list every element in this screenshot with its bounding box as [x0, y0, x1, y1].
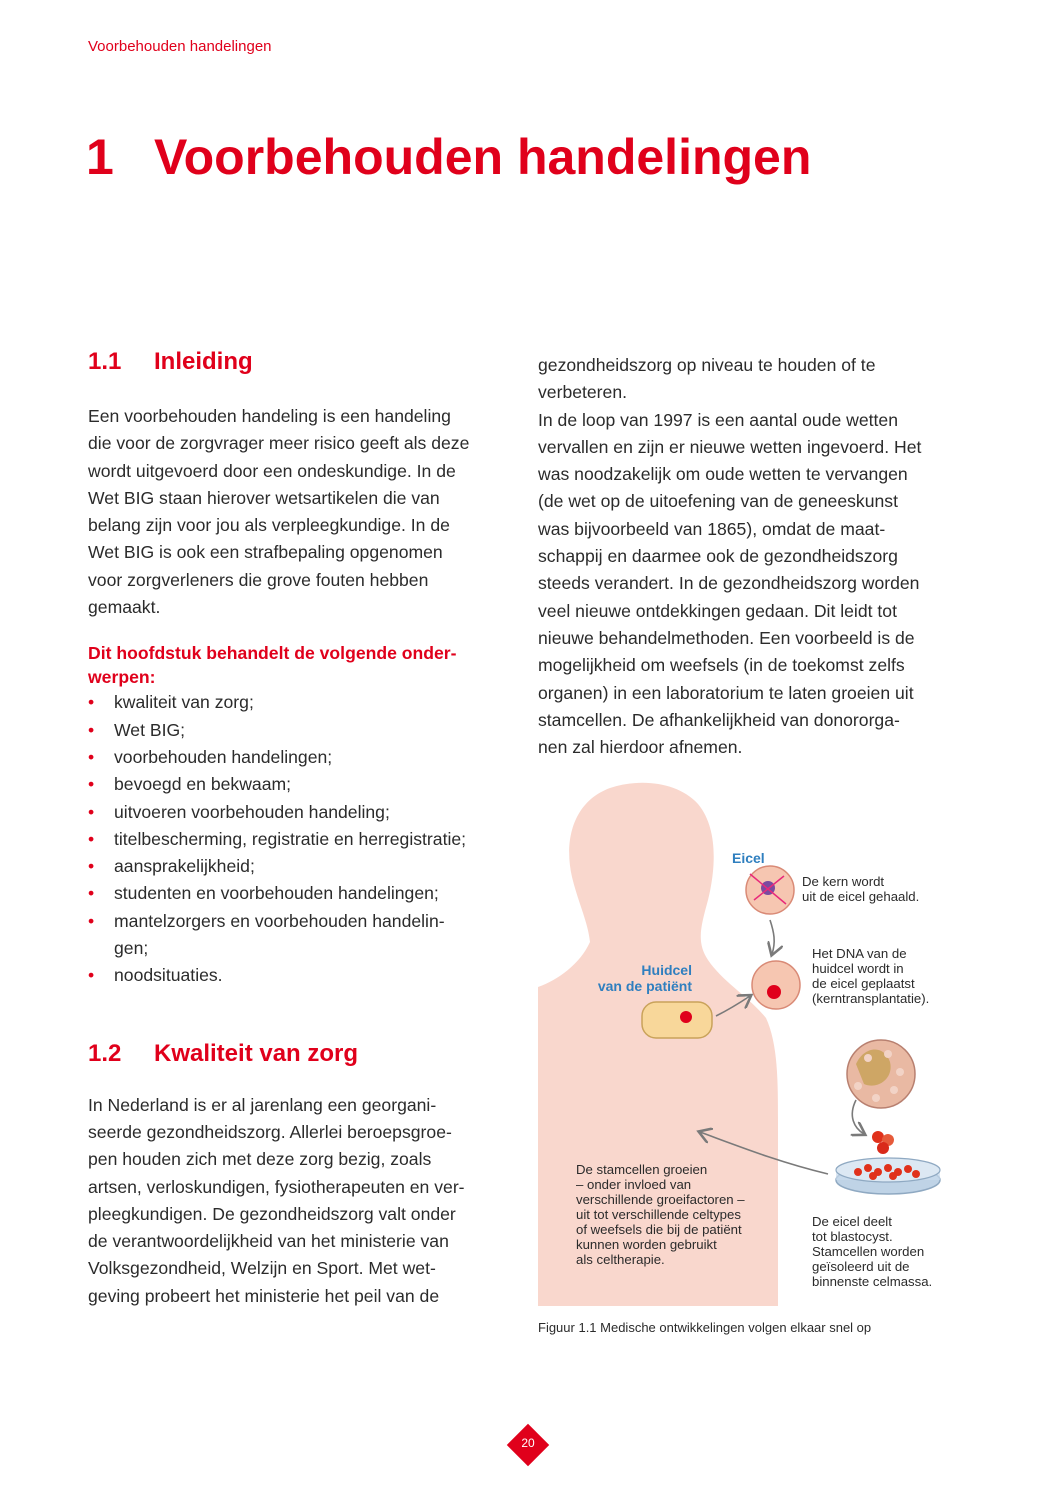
text-line: vervallen en zijn er nieuwe wetten ingevoerd. Het — [538, 436, 922, 457]
list-item: • uitvoeren voorbehouden handeling; — [88, 801, 390, 822]
text-line: was noodzakelijk om oude wetten te vervangen — [538, 464, 908, 485]
left-column — [88, 340, 520, 1310]
kwaliteit-paragraph — [88, 1092, 520, 1310]
section-heading-inleiding — [88, 348, 520, 376]
section-number: 1.1 — [88, 348, 122, 375]
text-line: pen houden zich met deze zorg bezig, zoals — [88, 1149, 432, 1170]
text-line: Wet BIG is ook een strafbepaling opgenomen — [88, 542, 443, 563]
text-line: Wet BIG staan hierover wetsartikelen die van — [88, 487, 440, 508]
label-huidcel: Huidcel van de patiënt — [597, 962, 692, 994]
section-title: Kwaliteit van zorg — [154, 1039, 359, 1067]
stemcell-figure — [538, 782, 968, 1306]
chapter-title — [86, 128, 811, 186]
text-line: nen zal hierdoor afnemen. — [538, 737, 743, 758]
step-nuclear-transfer: Het DNA van de huidcel wordt in de eicel geplaatst (kerntransplantatie). — [812, 946, 930, 1006]
skin-cell-icon — [642, 1002, 712, 1038]
figure-caption: Figuur 1.1 Medische ontwikkelingen volgen elkaar snel op — [538, 1320, 872, 1335]
stemcell-cluster-icon — [872, 1131, 894, 1154]
running-header: Voorbehouden handelingen — [88, 38, 272, 55]
text-line: artsen, verloskundigen, fysiotherapeuten en ver- — [88, 1176, 465, 1197]
text-line: In de loop van 1997 is een aantal oude wetten — [538, 409, 898, 430]
page-number-badge — [507, 1424, 549, 1466]
text-line: In Nederland is er al jarenlang een georgani- — [88, 1094, 437, 1115]
section-number: 1.2 — [88, 1039, 122, 1067]
text-line: organen) in een laboratorium te laten groeien uit — [538, 682, 914, 703]
text-line: pleegkundigen. De gezondheidszorg valt onder — [88, 1203, 456, 1224]
list-item: • noodsituaties. — [88, 965, 223, 986]
text-line: de verantwoordelijkheid van het ministerie van — [88, 1231, 449, 1252]
list-item-continuation: gen; — [114, 938, 149, 959]
chapter-title-text: Voorbehouden handelingen — [154, 129, 812, 185]
list-item: • mantelzorgers en voorbehouden handelin- gen; — [88, 908, 520, 963]
text-line: gezondheidszorg op niveau te houden of te — [538, 355, 876, 375]
text-line: Volksgezondheid, Welzijn en Sport. Met wet- — [88, 1258, 436, 1279]
step-stemcells-grow: De stamcellen groeien – onder invloed van verschillende groeifactoren – uit tot verschillende celtypes of weefsels die bij de patiënt kunnen worden gebruikt als celtherapie. — [576, 1162, 745, 1267]
lead-line: werpen: — [88, 667, 156, 688]
arrow-icon — [770, 920, 774, 954]
section-title: Inleiding — [154, 348, 253, 375]
topics-lead — [88, 641, 520, 689]
blastocyst-icon — [847, 1040, 915, 1108]
list-item: • kwaliteit van zorg; — [88, 692, 254, 713]
section-heading-kwaliteit — [88, 1040, 520, 1068]
list-item: • titelbescherming, registratie en herregistratie; — [88, 828, 467, 849]
text-line: steeds verandert. In de gezondheidszorg worden — [538, 573, 920, 594]
text-line: seerde gezondheidszorg. Allerlei beroepsgroe- — [88, 1121, 452, 1142]
topics-list — [88, 689, 520, 989]
right-paragraph — [538, 352, 978, 761]
intro-paragraph — [88, 403, 520, 621]
text-line: nieuwe behandelmethoden. Een voorbeeld is de — [538, 627, 915, 648]
text-line: veel nieuwe ontdekkingen gedaan. Dit leidt tot — [538, 600, 897, 621]
lead-line: Dit hoofdstuk behandelt de volgende onder- — [88, 643, 457, 664]
text-line: verbeteren. — [538, 382, 627, 403]
text-line: was bijvoorbeeld van 1865), omdat de maat- — [538, 518, 886, 539]
list-item: • Wet BIG; — [88, 719, 186, 740]
list-item: • bevoegd en bekwaam; — [88, 774, 292, 795]
egg-cell-icon — [746, 866, 794, 914]
text-line: schappij en daarmee ook de gezondheidszorg — [538, 546, 898, 567]
label-eicel: Eicel — [732, 850, 765, 866]
text-line: geving probeert het ministerie het peil van de — [88, 1285, 440, 1306]
list-item: • studenten en voorbehouden handelingen; — [88, 883, 439, 904]
text-line: (de wet op de uitoefening van de geneeskunst — [538, 491, 898, 512]
text-line: Een voorbehouden handeling is een handeling — [88, 406, 451, 426]
right-column — [538, 352, 978, 761]
step-blastocyst: De eicel deelt tot blastocyst. Stamcellen worden geïsoleerd uit de binnenste celmassa. — [812, 1214, 933, 1289]
egg-with-dna-icon — [752, 961, 800, 1009]
arrow-icon — [852, 1100, 864, 1134]
list-item: • aansprakelijkheid; — [88, 856, 255, 877]
text-line: gemaakt. — [88, 597, 161, 618]
petri-dish-icon — [836, 1158, 940, 1194]
page-number: 20 — [521, 1436, 535, 1450]
chapter-number: 1 — [86, 129, 114, 185]
text-line: mogelijkheid om weefsels (in de toekomst zelfs — [538, 655, 905, 676]
text-line: stamcellen. De afhankelijkheid van donororga- — [538, 709, 900, 730]
text-line: belang zijn voor jou als verpleegkundige. In de — [88, 515, 450, 536]
list-item: • voorbehouden handelingen; — [88, 746, 333, 767]
text-line: voor zorgverleners die grove fouten hebben — [88, 569, 429, 590]
step-remove-nucleus: De kern wordt uit de eicel gehaald. — [802, 874, 920, 904]
text-line: wordt uitgevoerd door een ondeskundige. In de — [88, 460, 456, 481]
text-line: die voor de zorgvrager meer risico geeft als deze — [88, 433, 470, 454]
